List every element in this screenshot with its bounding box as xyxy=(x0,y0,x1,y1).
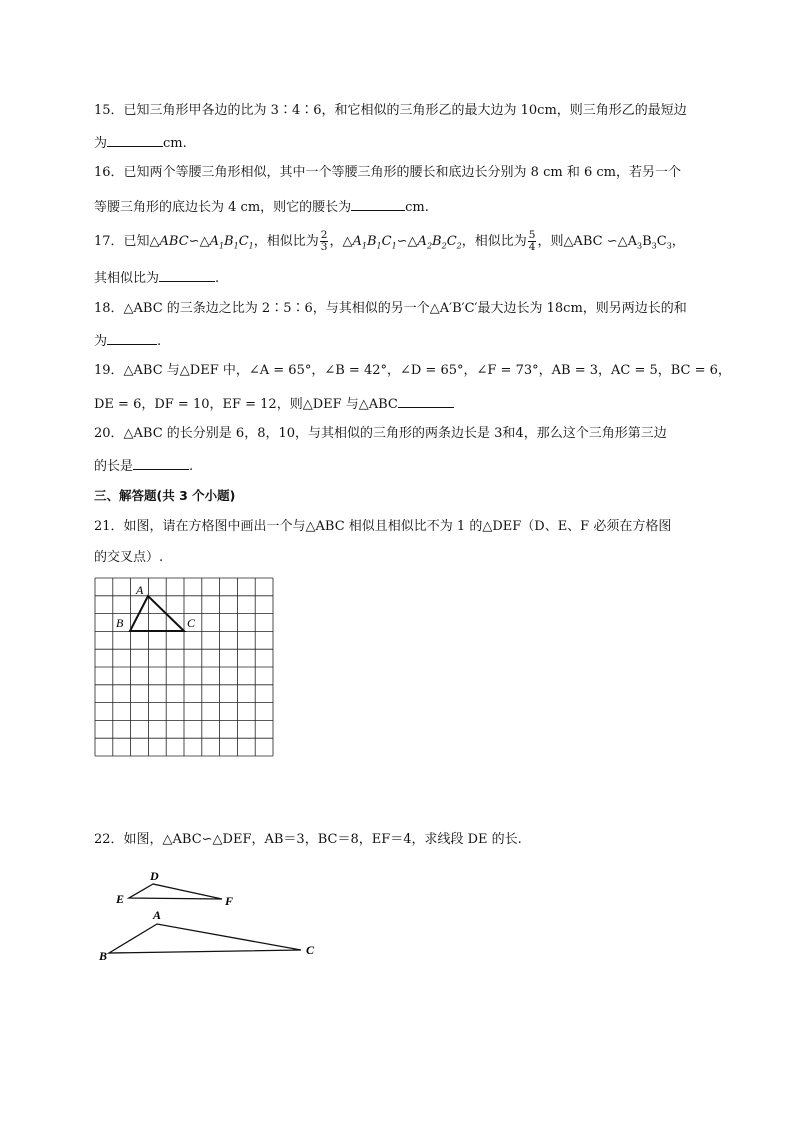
q20-answer-blank[interactable] xyxy=(133,456,189,470)
q16-line1: 16．已知两个等腰三角形相似，其中一个等腰三角形的腰长和底边长分别为 8 cm 和 6 cm，若另一个 xyxy=(94,165,681,180)
q17-tri1: $\triangle ABC∽\triangle A_1B_1C_1$ xyxy=(149,234,254,251)
q15-line1: 15．已知三角形甲各边的比为 3∶4∶6，和它相似的三角形乙的最大边为 10cm，则三角形乙的最短边 xyxy=(94,103,687,118)
q17-text-e: ，则△ABC $∽\triangle A_3B_3C_3$， xyxy=(537,234,685,251)
triangle-abc-large xyxy=(109,924,301,953)
q16-answer-blank[interactable] xyxy=(351,197,405,211)
q15-line2 xyxy=(94,133,187,153)
q16-unit: cm. xyxy=(405,200,429,215)
label-C2: C xyxy=(306,943,315,957)
q17-line1 xyxy=(94,230,685,256)
label-E: E xyxy=(116,892,125,906)
q17-fraction-2: $\frac{5}{4}$ xyxy=(528,229,536,253)
triangle-def xyxy=(129,884,222,899)
q15-text: 为 xyxy=(94,136,108,151)
q17-text-b: ，相似比为 xyxy=(253,234,319,249)
q20-period: . xyxy=(189,459,194,474)
q20-line2 xyxy=(94,456,193,476)
q17-text-d: ，相似比为 xyxy=(461,234,527,249)
q21-line2: 的交叉点）. xyxy=(94,550,164,565)
q20-text: 的长是 xyxy=(94,459,134,474)
q19-answer-blank[interactable] xyxy=(398,394,454,408)
label-D: D xyxy=(150,869,159,883)
label-F: F xyxy=(225,894,234,908)
grid-lines xyxy=(95,578,273,756)
q19-line1: 19．△ABC 与△DEF 中，∠A = 65°，∠B = 42°，∠D = 65°，∠F = 73°，AB = 3，AC = 5，BC = 6， xyxy=(94,363,731,378)
q19-line2 xyxy=(94,394,454,414)
q18-line1: 18．△ABC 的三条边之比为 2∶5∶6，与其相似的另一个△A′B′C′最大边长为 18cm，则另两边长的和 xyxy=(94,301,687,316)
q17-period: . xyxy=(215,271,220,286)
q19-text: DE = 6，DF = 10，EF = 12，则△DEF 与△ABC xyxy=(94,397,398,412)
q17-text: 其相似比为 xyxy=(94,271,160,286)
section-heading: 三、解答题(共 3 个小题) xyxy=(94,488,236,503)
q16-line2 xyxy=(94,197,429,217)
q17-text-c: ， xyxy=(329,234,343,249)
q21-line1: 21．如图，请在方格图中画出一个与△ABC 相似且相似比不为 1 的△DEF（D、E、F 必须在方格图 xyxy=(94,519,672,534)
q20-line1: 20．△ABC 的长分别是 6，8，10，与其相似的三角形的两条边长是 3和4，那么这个三角形第三边 xyxy=(94,426,667,441)
q17-answer-blank[interactable] xyxy=(159,268,215,282)
q15-unit: cm. xyxy=(163,136,187,151)
q22-line1: 22．如图，△ABC∽△DEF，AB＝3，BC＝8，EF＝4，求线段 DE 的长. xyxy=(94,832,522,847)
q18-period: . xyxy=(157,334,162,349)
q18-line2 xyxy=(94,331,161,351)
q17-text-a: 17．已知 xyxy=(94,234,150,249)
label-C: C xyxy=(187,616,196,630)
q16-text: 等腰三角形的底边长为 4 cm，则它的腰长为 xyxy=(94,200,352,215)
q17-line2 xyxy=(94,268,219,288)
q22-triangles-figure xyxy=(96,866,336,966)
q18-answer-blank[interactable] xyxy=(107,331,157,345)
label-B: B xyxy=(116,616,124,630)
q18-text: 为 xyxy=(94,334,108,349)
q17-fraction-1: $\frac{2}{3}$ xyxy=(320,229,328,253)
label-A: A xyxy=(136,583,144,597)
q21-grid-figure[interactable] xyxy=(90,574,280,759)
q17-tri2: $\triangle A_1B_1C_1∽\triangle A_2B_2C_2$ xyxy=(342,234,462,251)
q15-answer-blank[interactable] xyxy=(107,133,163,147)
label-B2: B xyxy=(99,949,108,963)
label-A2: A xyxy=(153,908,162,922)
